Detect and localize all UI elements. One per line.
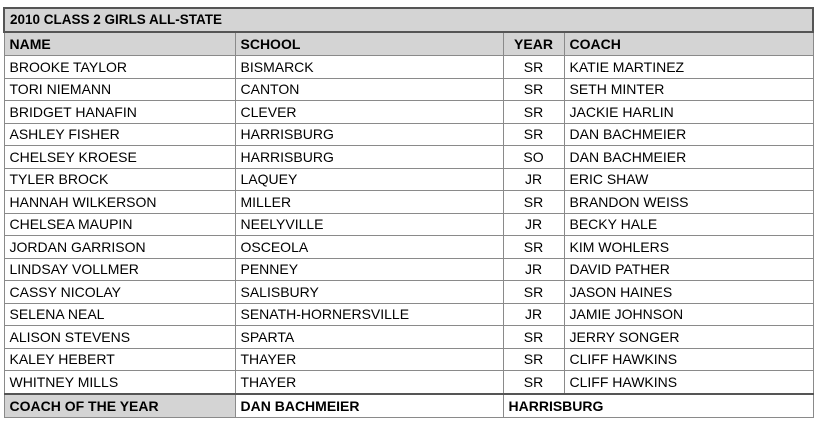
cell-name: CHELSEY KROESE — [4, 146, 235, 169]
table-row — [4, 371, 813, 394]
cell-year: SR — [503, 56, 564, 79]
header-year: YEAR — [503, 32, 564, 56]
cell-year: SR — [503, 281, 564, 304]
table-row — [4, 191, 813, 214]
header-school: SCHOOL — [235, 32, 503, 56]
coach-of-the-year-label: COACH OF THE YEAR — [4, 394, 235, 418]
cell-school: THAYER — [235, 348, 503, 371]
cell-school: SALISBURY — [235, 281, 503, 304]
table-row — [4, 281, 813, 304]
cell-year: SR — [503, 123, 564, 146]
cell-year: SR — [503, 78, 564, 101]
cell-coach: CLIFF HAWKINS — [564, 348, 813, 371]
cell-year: SR — [503, 101, 564, 124]
cell-school: SPARTA — [235, 326, 503, 349]
cell-year: SR — [503, 326, 564, 349]
table-row — [4, 258, 813, 281]
cell-coach: KIM WOHLERS — [564, 236, 813, 259]
table-row — [4, 303, 813, 326]
cell-name: KALEY HEBERT — [4, 348, 235, 371]
cell-name: BRIDGET HANAFIN — [4, 101, 235, 124]
cell-school: HARRISBURG — [235, 123, 503, 146]
cell-year: JR — [503, 213, 564, 236]
cell-school: NEELYVILLE — [235, 213, 503, 236]
cell-name: TYLER BROCK — [4, 168, 235, 191]
cell-coach: DAVID PATHER — [564, 258, 813, 281]
cell-school: HARRISBURG — [235, 146, 503, 169]
cell-name: ASHLEY FISHER — [4, 123, 235, 146]
table-row — [4, 213, 813, 236]
header-name: NAME — [4, 32, 235, 56]
table-row — [4, 348, 813, 371]
cell-coach: SETH MINTER — [564, 78, 813, 101]
cell-coach: KATIE MARTINEZ — [564, 56, 813, 79]
cell-coach: DAN BACHMEIER — [564, 146, 813, 169]
table-row — [4, 123, 813, 146]
cell-school: LAQUEY — [235, 168, 503, 191]
cell-school: CLEVER — [235, 101, 503, 124]
cell-school: PENNEY — [235, 258, 503, 281]
header-coach: COACH — [564, 32, 813, 56]
cell-year: SR — [503, 236, 564, 259]
table-row — [4, 168, 813, 191]
cell-school: OSCEOLA — [235, 236, 503, 259]
cell-name: HANNAH WILKERSON — [4, 191, 235, 214]
cell-coach: JAMIE JOHNSON — [564, 303, 813, 326]
cell-name: CHELSEA MAUPIN — [4, 213, 235, 236]
cell-school: SENATH-HORNERSVILLE — [235, 303, 503, 326]
cell-school: THAYER — [235, 371, 503, 394]
cell-year: SR — [503, 191, 564, 214]
header-row — [4, 32, 813, 56]
cell-name: BROOKE TAYLOR — [4, 56, 235, 79]
cell-name: ALISON STEVENS — [4, 326, 235, 349]
cell-year: JR — [503, 258, 564, 281]
cell-year: SR — [503, 371, 564, 394]
table-row — [4, 326, 813, 349]
cell-coach: CLIFF HAWKINS — [564, 371, 813, 394]
table-row — [4, 78, 813, 101]
table-title-row — [4, 8, 813, 32]
all-state-table — [3, 7, 814, 418]
coach-of-the-year-name: DAN BACHMEIER — [235, 394, 503, 418]
cell-school: CANTON — [235, 78, 503, 101]
cell-coach: BECKY HALE — [564, 213, 813, 236]
coach-of-the-year-school: HARRISBURG — [503, 394, 813, 418]
table-row — [4, 146, 813, 169]
cell-name: TORI NIEMANN — [4, 78, 235, 101]
cell-year: JR — [503, 303, 564, 326]
cell-school: MILLER — [235, 191, 503, 214]
table-row — [4, 236, 813, 259]
cell-year: SO — [503, 146, 564, 169]
cell-coach: JACKIE HARLIN — [564, 101, 813, 124]
cell-school: BISMARCK — [235, 56, 503, 79]
cell-name: WHITNEY MILLS — [4, 371, 235, 394]
cell-name: SELENA NEAL — [4, 303, 235, 326]
cell-coach: BRANDON WEISS — [564, 191, 813, 214]
cell-year: SR — [503, 348, 564, 371]
table-title: 2010 CLASS 2 GIRLS ALL-STATE — [4, 8, 813, 32]
cell-coach: DAN BACHMEIER — [564, 123, 813, 146]
cell-coach: JERRY SONGER — [564, 326, 813, 349]
cell-coach: JASON HAINES — [564, 281, 813, 304]
coach-of-the-year-row — [4, 394, 813, 418]
cell-name: CASSY NICOLAY — [4, 281, 235, 304]
cell-year: JR — [503, 168, 564, 191]
table-row — [4, 101, 813, 124]
cell-name: JORDAN GARRISON — [4, 236, 235, 259]
cell-coach: ERIC SHAW — [564, 168, 813, 191]
cell-name: LINDSAY VOLLMER — [4, 258, 235, 281]
table-row — [4, 56, 813, 79]
